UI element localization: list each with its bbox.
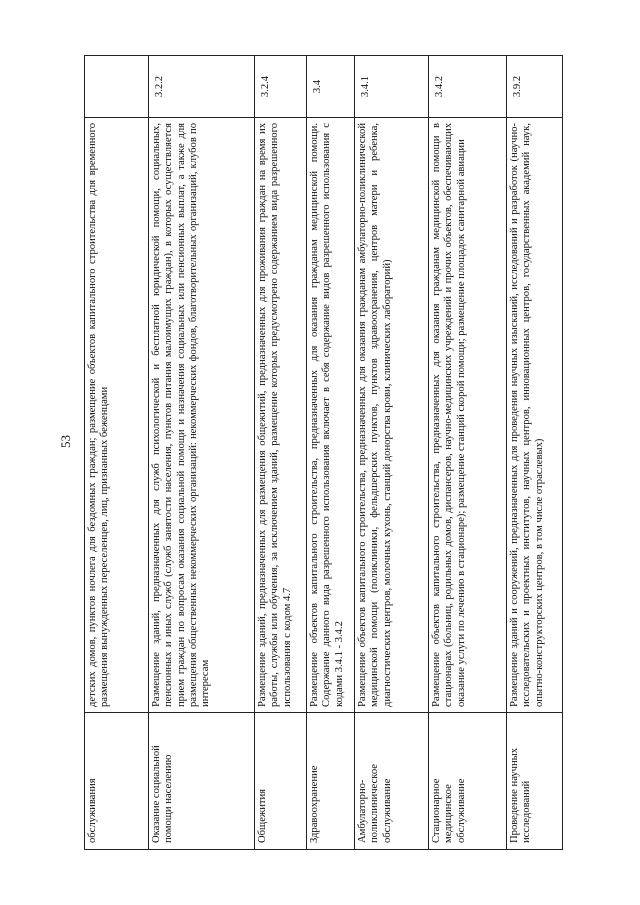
table-row	[429, 56, 507, 850]
use-type-description: детских домов, пунктов ночлега для бездомных граждан; размещение объектов капитального строительства для временного размещения вынужденных переселенцев, лиц, признанных беженцами	[85, 118, 149, 713]
land-use-table-rotated	[84, 56, 545, 850]
use-type-code: 3.4	[307, 56, 355, 118]
use-type-description: Размещение объектов капитального строительства, предназначенных для оказания гражданам амбулаторно-поликлинической медицинской помощи (поликлиники, фельдшерских пунктов, пунктов здравоохранения, центров матери и ребенка, диагностических центров, молочных кухонь, станций донорства крови, клинических лабораторий)	[355, 118, 429, 713]
table-row	[255, 56, 307, 850]
use-type-code: 3.4.1	[355, 56, 429, 118]
use-type-code	[85, 56, 149, 118]
use-type-name: Проведение научных исследований	[507, 713, 563, 850]
land-use-table	[84, 55, 563, 850]
use-type-name: обслуживания	[85, 713, 149, 850]
use-type-description: Размещение объектов капитального строительства, предназначенных для оказания гражданам медицинской помощи. Содержание данного вида разрешенного использования включает в себя содержание видов разрешенного использования с кодами 3.4.1 - 3.4.2	[307, 118, 355, 713]
use-type-name: Здравоохранение	[307, 713, 355, 850]
use-type-description: Размещение зданий, предназначенных для служб психологической и бесплатной юридической помощи, социальных, пенсионных и иных служб (служб занятости населения, пунктов питания малоимущих граждан), в которых осуществляется прием граждан по вопросам оказания социальной помощи и назначения социальных или пенсионных выплат, а также для размещения общественных некоммерческих организаций: некоммерческих фондов, благотворительных организаций, клубов по интересам	[149, 118, 255, 713]
table-row	[85, 56, 149, 850]
table-row	[507, 56, 563, 850]
page-number: 53	[58, 435, 73, 448]
table-row	[307, 56, 355, 850]
use-type-code: 3.2.2	[149, 56, 255, 118]
table-row	[355, 56, 429, 850]
use-type-description: Размещение зданий, предназначенных для размещения общежитий, предназначенных для проживания граждан на время их работы, службы или обучения, за исключением зданий, размещение которых предусмотрено содержанием вида разрешенного использования с кодом 4.7	[255, 118, 307, 713]
use-type-description: Размещение объектов капитального строительства, предназначенных для оказания гражданам медицинской помощи в стационарах (больниц, родильных домов, диспансеров, научно-медицинских учреждений и прочих объектов, обеспечивающих оказание услуги по лечению в стационаре); размещение станций скорой помощи; размещение площадок санитарной авиации	[429, 118, 507, 713]
use-type-code: 3.2.4	[255, 56, 307, 118]
use-type-name: Стационарное медицинское обслуживание	[429, 713, 507, 850]
use-type-code: 3.9.2	[507, 56, 563, 118]
use-type-name: Оказание социальной помощи населению	[149, 713, 255, 850]
use-type-code: 3.4.2	[429, 56, 507, 118]
use-type-name: Амбулаторно-поликлиническое обслуживание	[355, 713, 429, 850]
use-type-name: Общежития	[255, 713, 307, 850]
table-row	[149, 56, 255, 850]
use-type-description: Размещение зданий и сооружений, предназначенных для проведения научных изысканий, исследований и разработок (научно-исследовательских и проектных институтов, научных центров, инновационных центров, государственных академий наук, опытно-конструкторских центров, в том числе отраслевых)	[507, 118, 563, 713]
